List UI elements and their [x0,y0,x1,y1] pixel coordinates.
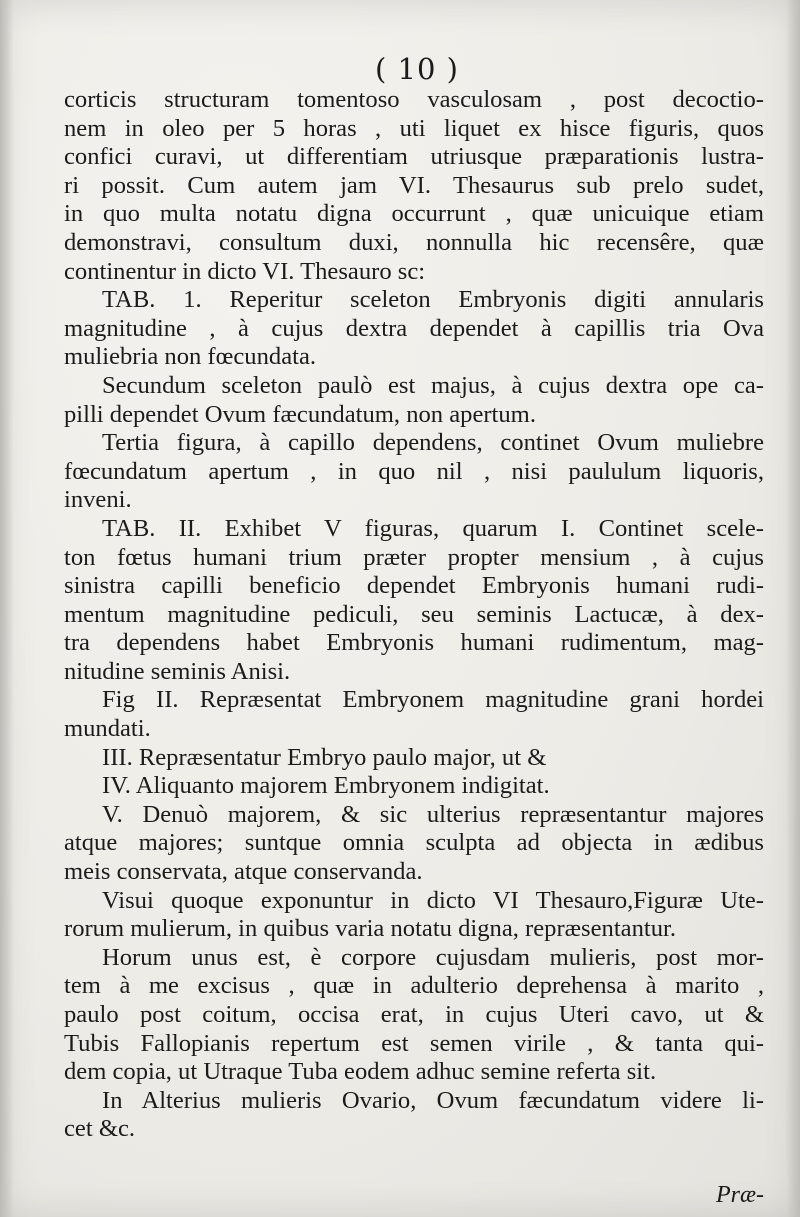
text-line: nem in oleo per 5 horas , uti liquet ex hisce figuris, quos [64,114,764,142]
text-line: meis conservata, atque conservanda. [64,858,423,886]
paragraph [64,887,764,944]
text-line: dem copia, ut Utraque Tuba eodem adhuc semine referta sit. [64,1058,657,1086]
paragraph [64,772,764,801]
text-line: tem à me excisus , quæ in adulterio deprehensa à marito , [64,972,764,1000]
text-line: fœcundatum apertum , in quo nil , nisi paululum liquoris, [64,457,764,485]
text-line: rorum mulierum, in quibus varia notatu digna, repræsentantur. [64,915,676,943]
text-line: atque majores; suntque omnia sculpta ad objecta in ædibus [64,829,764,857]
text-line: Tertia figura, à capillo dependens, continet Ovum muliebre [102,429,764,457]
paragraph [64,86,764,286]
paragraph [64,801,764,887]
page-number: ( 10 ) [375,52,459,86]
text-line: TAB. II. Exhibet V figuras, quarum I. Continet scele- [102,514,764,542]
paragraph [64,515,764,687]
paragraph [64,944,764,1087]
text-line: paulo post coitum, occisa erat, in cujus Uteri cavo, ut & [64,1001,764,1028]
text-line: demonstravi, consultum duxi, nonnulla hic recensêre, quæ [64,228,764,256]
page-body-text [64,86,764,1144]
paragraph [64,1087,764,1144]
text-line: tra dependens habet Embryonis humani rudimentum, mag- [64,629,764,657]
paragraph [64,286,764,372]
text-line: ton fœtus humani trium præter propter mensium , à cujus [64,543,764,571]
text-line: in quo multa notatu digna occurrunt , quæ unicuique etiam [64,200,764,228]
catchword: Præ- [716,1182,764,1208]
text-line: Secundum sceleton paulò est majus, à cujus dextra ope ca- [102,371,764,399]
text-line: Horum unus est, è corpore cujusdam mulieris, post mor- [102,943,764,971]
page-edge-right [786,0,800,1217]
paragraph [64,744,764,773]
text-line: confici curavi, ut differentiam utriusque præparationis lustra- [64,143,764,171]
text-line: TAB. 1. Reperitur sceleton Embryonis digiti annularis [102,286,764,314]
paragraph [64,372,764,429]
text-line: V. Denuò majorem, & sic ulterius repræsentantur majores [102,800,764,828]
text-line: inveni. [64,486,132,514]
text-line: III. Repræsentatur Embryo paulo major, ut & [102,743,547,771]
text-line: muliebria non fœcundata. [64,343,317,371]
text-line: magnitudine , à cujus dextra dependet à capillis tria Ova [64,314,764,342]
text-line: continentur in dicto VI. Thesauro sc: [64,257,426,285]
page-edge-left [0,0,14,1217]
text-line: mentum magnitudine pediculi, seu seminis Lactucæ, à dex- [64,600,764,628]
text-line: Visui quoque exponuntur in dicto VI Thesauro,Figuræ Ute- [102,886,764,914]
text-line: mundati. [64,715,151,743]
text-line: nitudine seminis Anisi. [64,657,291,685]
text-line: pilli dependet Ovum fæcundatum, non apertum. [64,400,536,428]
text-line: ri possit. Cum autem jam VI. Thesaurus sub prelo sudet, [64,171,764,199]
text-line: In Alterius mulieris Ovario, Ovum fæcundatum videre li- [102,1086,764,1114]
paragraph [64,686,764,743]
text-line: corticis structuram tomentoso vasculosam , post decoctio- [64,86,764,113]
text-line: Fig II. Repræsentat Embryonem magnitudine grani hordei [102,686,764,714]
text-line: cet &c. [64,1115,136,1143]
text-line: sinistra capilli beneficio dependet Embryonis humani rudi- [64,572,764,600]
text-line: IV. Aliquanto majorem Embryonem indigitat. [102,772,550,800]
paragraph [64,429,764,515]
text-line: Tubis Fallopianis repertum est semen virile , & tanta qui- [64,1029,764,1057]
